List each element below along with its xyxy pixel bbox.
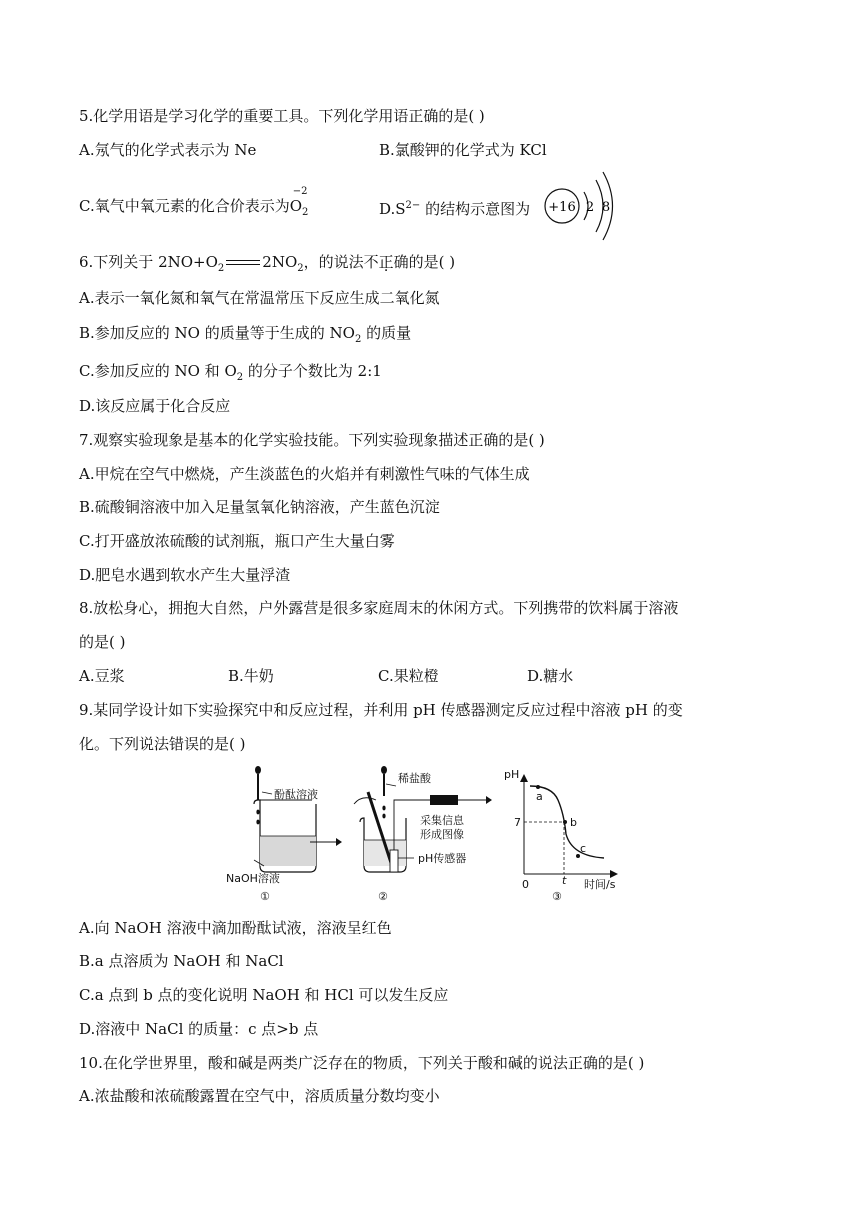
q5-option-d: $D.S^{2-}$ 的结构示意图为 bbox=[379, 200, 531, 218]
dilute-hcl-label: 稀盐酸 bbox=[398, 772, 431, 785]
ph-sensor-label: pH传感器 bbox=[418, 852, 467, 865]
q6-stem: 6.下列关于 $2NO+O_2$ $2NO_2$，的说法不正确的是( ) bbox=[79, 253, 456, 274]
figure-number-3: ③ bbox=[552, 890, 562, 903]
neutralization-experiment-figure bbox=[218, 764, 628, 906]
collect-info-label: 采集信息 bbox=[420, 814, 464, 827]
origin-label: 0 bbox=[522, 878, 529, 891]
beaker-1-icon bbox=[254, 800, 316, 872]
q6-option-b: B.参加反应的 NO 的质量等于生成的 $NO_2$ 的质量 bbox=[79, 324, 412, 345]
time-t-label: t bbox=[562, 874, 567, 887]
q5-option-a: A.氖气的化学式表示为 Ne bbox=[79, 141, 257, 159]
q6-option-c: C.参加反应的 NO 和 $O_2$ 的分子个数比为 2:1 bbox=[79, 362, 382, 383]
equals-sign bbox=[226, 259, 260, 267]
q8-option-a: A.豆浆 bbox=[79, 667, 125, 685]
time-axis-label: 时间/s bbox=[584, 878, 616, 891]
q8-option-d: D.糖水 bbox=[527, 667, 574, 685]
q6-option-a: A.表示一氧化氮和氧气在常温常压下反应生成二氧化氮 bbox=[79, 289, 440, 307]
emphasis-text: 不正确 bbox=[363, 253, 409, 271]
q5-option-c-formula: −2 $O_2$ bbox=[289, 186, 309, 218]
shell2-electrons: 8 bbox=[601, 200, 611, 215]
figure-number-2: ② bbox=[378, 890, 388, 903]
ph-curve-graph bbox=[520, 774, 618, 878]
q9-option-b: B.a 点溶质为 NaOH 和 NaCl bbox=[79, 952, 284, 970]
q5-option-c bbox=[79, 186, 312, 223]
point-a-label: a bbox=[536, 790, 543, 803]
q9-stem-line1: 9.某同学设计如下实验探究中和反应过程，并利用 pH 传感器测定反应过程中溶液 pH 的变 bbox=[79, 701, 683, 719]
q9-option-c: C.a 点到 b 点的变化说明 NaOH 和 HCl 可以发生反应 bbox=[79, 986, 449, 1004]
q9-option-a: A.向 NaOH 溶液中滴加酚酞试液，溶液呈红色 bbox=[79, 919, 392, 937]
point-c-label: c bbox=[580, 842, 587, 855]
q10-option-a: A.浓盐酸和浓硫酸露置在空气中，溶质质量分数均变小 bbox=[79, 1087, 440, 1105]
point-b-label: b bbox=[570, 816, 577, 829]
form-image-label: 形成图像 bbox=[420, 828, 464, 841]
shell1-electrons: 2 bbox=[585, 200, 595, 215]
q8-stem-line2: 的是( ) bbox=[79, 633, 126, 651]
q6-option-d: D.该反应属于化合反应 bbox=[79, 397, 231, 415]
ph-seven-tick: 7 bbox=[514, 816, 521, 829]
q7-option-d: D.肥皂水遇到软水产生大量浮渣 bbox=[79, 566, 291, 584]
q5-stem: 5.化学用语是学习化学的重要工具。下列化学用语正确的是( ) bbox=[79, 107, 485, 125]
ph-axis-label: pH bbox=[504, 768, 520, 781]
q8-option-b: B.牛奶 bbox=[228, 667, 274, 685]
dropper-2-icon bbox=[381, 766, 387, 818]
q8-stem-line1: 8.放松身心，拥抱大自然，户外露营是很多家庭周末的休闲方式。下列携带的饮料属于溶液 bbox=[79, 599, 679, 617]
q5-option-c-text: C.氧气中氧元素的化合价表示为 bbox=[79, 197, 290, 215]
q7-option-c: C.打开盛放浓硫酸的试剂瓶，瓶口产生大量白雾 bbox=[79, 532, 395, 550]
q7-option-b: B.硫酸铜溶液中加入足量氢氧化钠溶液，产生蓝色沉淀 bbox=[79, 498, 440, 516]
q5-option-b: B.氯酸钾的化学式为 KCl bbox=[379, 141, 547, 159]
q7-stem: 7.观察实验现象是基本的化学实验技能。下列实验现象描述正确的是( ) bbox=[79, 431, 545, 449]
naoh-solution-label: NaOH溶液 bbox=[226, 872, 280, 885]
nucleus-charge: +16 bbox=[548, 200, 576, 215]
q9-option-d: D.溶液中 NaCl 的质量：c 点>b 点 bbox=[79, 1020, 319, 1038]
q9-stem-line2: 化。下列说法错误的是( ) bbox=[79, 735, 246, 753]
beaker-2-icon bbox=[360, 818, 406, 872]
sulfur-ion-structure-diagram bbox=[540, 170, 620, 242]
figure-number-1: ① bbox=[260, 890, 270, 903]
q8-option-c: C.果粒橙 bbox=[378, 667, 439, 685]
q7-option-a: A.甲烷在空气中燃烧，产生淡蓝色的火焰并有刺激性气味的气体生成 bbox=[79, 465, 530, 483]
q10-stem: 10.在化学世界里，酸和碱是两类广泛存在的物质，下列关于酸和碱的说法正确的是( ) bbox=[79, 1054, 645, 1072]
phenolphthalein-label: 酚酞溶液 bbox=[274, 788, 318, 801]
